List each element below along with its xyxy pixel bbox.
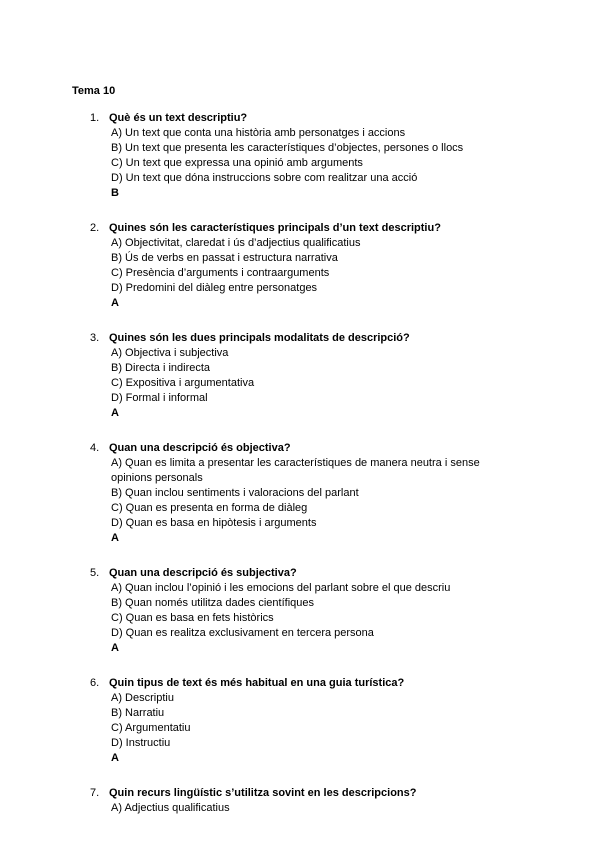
option-list — [111, 456, 506, 531]
question-heading — [0, 111, 600, 126]
question-item — [0, 676, 600, 766]
question-text: Quin recurs lingüístic s’utilitza sovint en les descripcions? — [109, 787, 417, 799]
answer-option: A) Quan es limita a presentar les característiques de manera neutra i sense opinions personals — [111, 457, 480, 484]
correct-answer: A — [111, 532, 119, 544]
answer-option: A) Objectiva i subjectiva — [111, 347, 229, 359]
question-heading — [0, 786, 600, 801]
question-heading — [0, 331, 600, 346]
answer-option: B) Narratiu — [111, 707, 165, 719]
correct-answer: A — [111, 297, 119, 309]
question-heading — [0, 441, 600, 456]
question-number: 2. — [90, 222, 100, 234]
question-text: Quines són les dues principals modalitats de descripció? — [109, 332, 410, 344]
question-text: Quan una descripció és objectiva? — [109, 442, 291, 454]
question-number: 7. — [90, 787, 100, 799]
question-item — [0, 111, 600, 201]
correct-answer: A — [111, 642, 119, 654]
question-item — [0, 441, 600, 546]
question-heading — [0, 221, 600, 236]
answer-option: D) Formal i informal — [111, 392, 208, 404]
answer-option: A) Objectivitat, claredat i ús d’adjectius qualificatius — [111, 237, 361, 249]
question-item — [0, 221, 600, 311]
option-list — [111, 691, 506, 751]
option-list — [111, 801, 506, 816]
question-text: Què és un text descriptiu? — [109, 112, 248, 124]
question-item — [0, 566, 600, 656]
answer-option: B) Ús de verbs en passat i estructura narrativa — [111, 252, 338, 264]
answer-option: C) Quan es presenta en forma de diàleg — [111, 502, 308, 514]
answer-option: A) Quan inclou l’opinió i les emocions del parlant sobre el que descriu — [111, 582, 451, 594]
question-item — [0, 331, 600, 421]
answer-option: B) Quan inclou sentiments i valoracions del parlant — [111, 487, 359, 499]
answer-option: C) Argumentatiu — [111, 722, 191, 734]
answer-option: B) Un text que presenta les característiques d’objectes, persones o llocs — [111, 142, 464, 154]
correct-answer: B — [111, 187, 119, 199]
question-number: 3. — [90, 332, 100, 344]
answer-option: D) Predomini del diàleg entre personatges — [111, 282, 318, 294]
question-heading — [0, 676, 600, 691]
question-item — [0, 786, 600, 816]
answer-option: A) Descriptiu — [111, 692, 174, 704]
answer-option: C) Expositiva i argumentativa — [111, 377, 255, 389]
question-list — [0, 111, 600, 836]
answer-option: D) Quan es realitza exclusivament en tercera persona — [111, 627, 374, 639]
answer-option: D) Instructiu — [111, 737, 171, 749]
answer-option: C) Quan es basa en fets històrics — [111, 612, 274, 624]
correct-answer: A — [111, 752, 119, 764]
answer-option: C) Un text que expressa una opinió amb arguments — [111, 157, 363, 169]
question-text: Quin tipus de text és més habitual en una guia turística? — [109, 677, 405, 689]
answer-option: C) Presència d’arguments i contraarguments — [111, 267, 330, 279]
answer-option: A) Un text que conta una història amb personatges i accions — [111, 127, 406, 139]
question-text: Quines són les característiques principals d’un text descriptiu? — [109, 222, 441, 234]
option-list — [111, 581, 506, 641]
answer-option: B) Directa i indirecta — [111, 362, 211, 374]
question-number: 1. — [90, 112, 100, 124]
answer-option: A) Adjectius qualificatius — [111, 802, 230, 814]
question-number: 5. — [90, 567, 100, 579]
answer-option: D) Un text que dóna instruccions sobre com realitzar una acció — [111, 172, 418, 184]
question-number: 4. — [90, 442, 100, 454]
option-list — [111, 236, 506, 296]
option-list — [111, 346, 506, 406]
option-list — [111, 126, 506, 186]
answer-option: B) Quan només utilitza dades científiques — [111, 597, 315, 609]
page-title: Tema 10 — [72, 85, 116, 97]
question-number: 6. — [90, 677, 100, 689]
answer-option: D) Quan es basa en hipòtesis i arguments — [111, 517, 317, 529]
correct-answer: A — [111, 407, 119, 419]
question-text: Quan una descripció és subjectiva? — [109, 567, 297, 579]
question-heading — [0, 566, 600, 581]
